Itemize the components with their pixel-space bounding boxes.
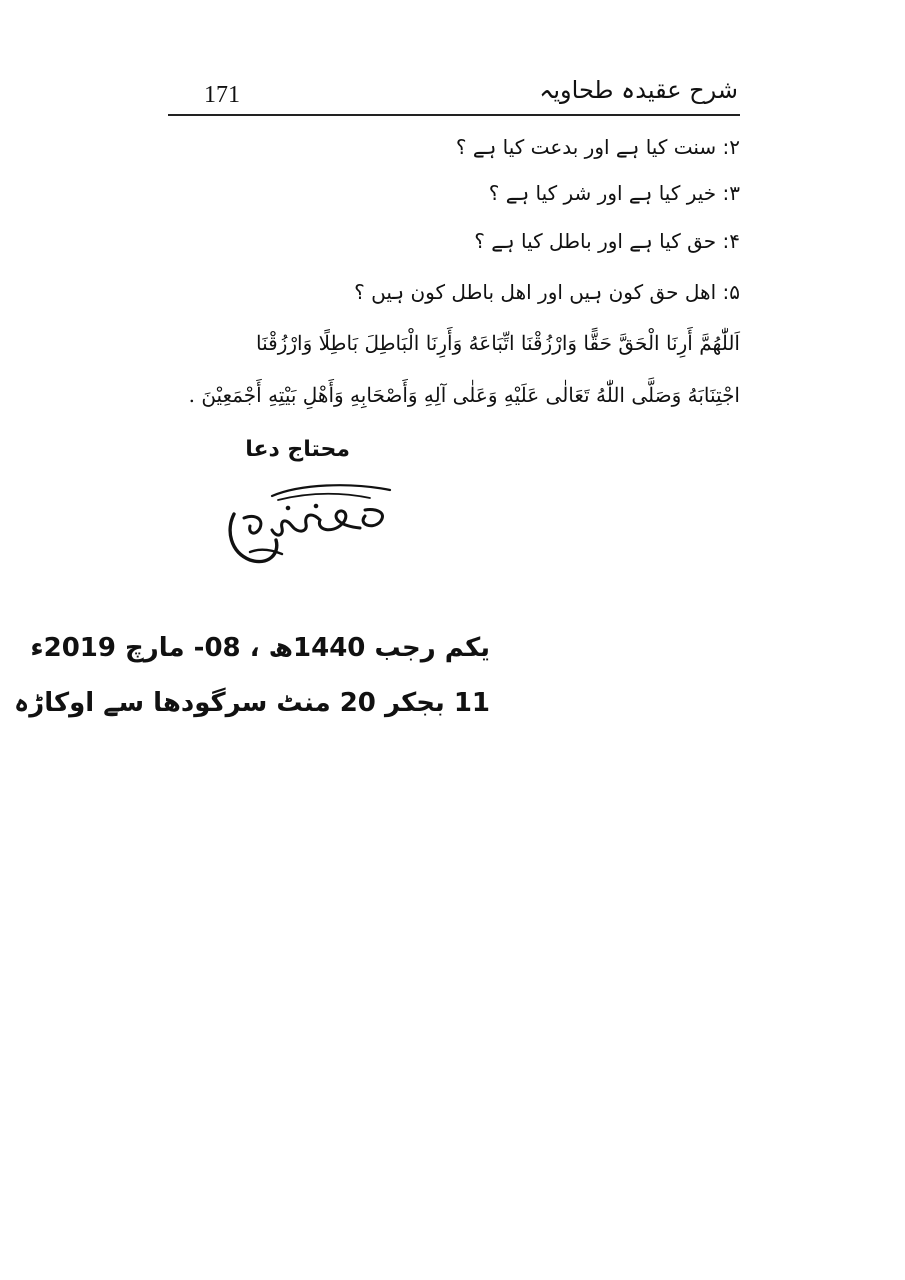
- dua-line-2: اجْتِنَابَهُ وَصَلَّى اللّٰهُ تَعَالٰى عَلَيْهِ وَعَلٰى آلِهِ وَأَصْحَابِهِ وَأَهْلِ بَيْتِهِ أَجْمَعِيْنَ .: [188, 383, 740, 407]
- question-5: ۵: اھل حق کون ہیں اور اھل باطل کون ہیں ؟: [354, 280, 740, 304]
- dua-line-1: اَللّٰهُمَّ أَرِنَا الْحَقَّ حَقًّا وَارْزُقْنَا اتِّبَاعَهُ وَأَرِنَا الْبَاطِلَ بَاطِلًا وَارْزُقْنَا: [256, 331, 740, 355]
- date-line: یکم رجب 1440ھ ، 08- مارچ 2019ء: [30, 633, 490, 663]
- time-place-line: 11 بجکر 20 منٹ سرگودھا سے اوکاڑہ: [14, 688, 490, 718]
- handwritten-signature: [220, 478, 395, 578]
- closing-phrase: محتاج دعا: [245, 437, 350, 462]
- page-number: 171: [204, 82, 240, 108]
- question-3: ۳: خیر کیا ہے اور شر کیا ہے ؟: [488, 181, 740, 205]
- question-2: ۲: سنت کیا ہے اور بدعت کیا ہے ؟: [455, 135, 740, 159]
- page-header: [168, 76, 738, 116]
- question-4: ۴: حق کیا ہے اور باطل کیا ہے ؟: [474, 229, 740, 253]
- header-rule: [168, 114, 740, 116]
- running-title: شرح عقیدہ طحاویہ: [539, 76, 738, 104]
